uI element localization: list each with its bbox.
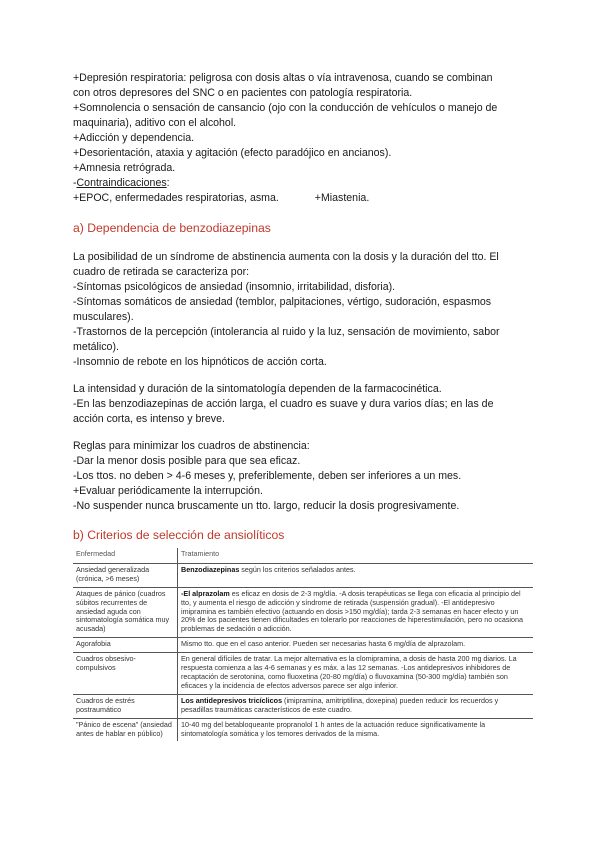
contra-prefix: - <box>73 177 77 189</box>
text-line: Reglas para minimizar los cuadros de abstinencia: <box>73 440 310 452</box>
text-line: -No suspender nunca bruscamente un tto. largo, reducir la dosis progresivamente. <box>73 500 460 512</box>
disease-cell: Cuadros obsesivo-compulsivos <box>73 653 178 695</box>
treatment-text: En general difíciles de tratar. La mejor alternativa es la clomipramina, a dosis de hasta 200 mg diarios. La respuesta comienza a las 4-6 semanas y es máx. a las 12 semanas. -Los antidepresivos inhibidores de recaptación de serotonina, como fluoxetina (20-80 mg/día) o fluvoxamina (50-300 mg/día) también son eficaces y la incidencia de efectos adversos parece ser algo inferior. <box>181 654 517 690</box>
contraindications-items <box>73 192 369 205</box>
disease-cell: Ansiedad generalizada (crónica, >6 meses) <box>73 563 178 587</box>
treatment-text: (imipramina, amitriptilina, doxepina) pueden reducir los recuerdos y pesadillas traumáticas característicos de este cuadro. <box>181 695 499 714</box>
contra-items-left: +EPOC, enfermedades respiratorias, asma. <box>73 192 279 204</box>
section-a-title: a) Dependencia de benzodiazepinas <box>73 221 271 235</box>
text-line: -En las benzodiazepinas de acción larga, el cuadro es suave y dura varios días; en las de <box>73 398 494 410</box>
text-line: metálico). <box>73 341 119 353</box>
contra-items-right: +Miastenia. <box>314 192 370 204</box>
treatment-cell <box>178 638 534 653</box>
text-line: acción corta, es intenso y breve. <box>73 413 225 425</box>
table-row <box>73 638 533 653</box>
treatment-text: es eficaz en dosis de 2-3 mg/día. -A dosis terapéuticas se llega con eficacia al principio del tto, y aumenta el riesgo de adicción y síndrome de retirada (suspensión gradual). -El antidepresivo imipramina es también efectivo (actuando en dosis >150 mg/día); tarda 2-3 semanas en hacer efecto y un 20% de los pacientes tienen dificultades en tolerarlo por reacciones de hiperestimulación, pero no ocasiona problemas de sedación o adicción. <box>181 588 524 634</box>
text-line: maquinaria), aditivo con el alcohol. <box>73 117 237 129</box>
criteria-table <box>73 548 533 741</box>
text-line: +Evaluar periódicamente la interrupción. <box>73 485 263 497</box>
disease-cell: Cuadros de estrés postraumático <box>73 694 178 718</box>
treatment-cell <box>178 694 534 718</box>
treatment-bold: Benzodiazepinas <box>181 564 240 574</box>
contra-label: Contraindicaciones <box>76 177 167 189</box>
treatment-cell <box>178 718 534 741</box>
text-line: +Somnolencia o sensación de cansancio (ojo con la conducción de vehículos o manejo de <box>73 102 498 114</box>
text-line: -Trastornos de la percepción (intolerancia al ruido y la luz, sensación de movimiento, sabor <box>73 326 500 338</box>
table-row <box>73 718 533 741</box>
treatment-bold: Los antidepresivos tricíclicos <box>181 695 283 705</box>
text-line: La intensidad y duración de la sintomatología dependen de la farmacocinética. <box>73 383 442 395</box>
table-header-cell: Enfermedad <box>73 548 178 563</box>
text-line: -Insomnio de rebote en los hipnóticos de acción corta. <box>73 356 327 368</box>
table-row <box>73 694 533 718</box>
text-line: +Adicción y dependencia. <box>73 132 195 144</box>
table-row <box>73 563 533 587</box>
text-line: con otros depresores del SNC o en pacientes con patología respiratoria. <box>73 87 413 99</box>
treatment-bold: -El alprazolam <box>181 588 230 598</box>
treatment-cell <box>178 587 534 638</box>
text-line: +Depresión respiratoria: peligrosa con dosis altas o vía intravenosa, cuando se combinan <box>73 72 493 84</box>
text-line: La posibilidad de un síndrome de abstinencia aumenta con la dosis y la duración del tto. El <box>73 251 499 263</box>
table-row <box>73 653 533 695</box>
disease-cell: Agorafobia <box>73 638 178 653</box>
table-header-cell: Tratamiento <box>181 549 220 558</box>
treatment-cell <box>178 653 534 695</box>
text-line: -Dar la menor dosis posible para que sea eficaz. <box>73 455 301 467</box>
treatment-text: según los criterios señalados antes. <box>239 564 356 574</box>
table-header-row <box>73 548 533 563</box>
text-line: +Desorientación, ataxia y agitación (efecto paradójico en ancianos). <box>73 147 392 159</box>
contra-suffix: : <box>166 177 170 189</box>
contraindications-heading <box>73 177 170 190</box>
treatment-text: 10-40 mg del betabloqueante propranolol 1 h antes de la actuación reduce significativamente la sintomatología somática y los temores derivados de la misma. <box>181 719 486 738</box>
text-line: -Síntomas psicológicos de ansiedad (insomnio, irritabilidad, disforia). <box>73 281 396 293</box>
text-line: -Síntomas somáticos de ansiedad (temblor, palpitaciones, vértigo, sudoración, espasmos <box>73 296 492 308</box>
text-line: -Los ttos. no deben > 4-6 meses y, preferiblemente, deben ser inferiores a un mes. <box>73 470 462 482</box>
text-line: cuadro de retirada se caracteriza por: <box>73 266 250 278</box>
table-row <box>73 587 533 638</box>
treatment-cell <box>178 563 534 587</box>
text-line: musculares). <box>73 311 134 323</box>
treatment-text: Mismo tto. que en el caso anterior. Pueden ser necesarias hasta 6 mg/día de alprazolam. <box>181 639 466 649</box>
section-b-title: b) Criterios de selección de ansiolíticos <box>73 528 285 542</box>
disease-cell: Ataques de pánico (cuadros súbitos recurrentes de ansiedad aguda con sintomatología somática muy acusada) <box>73 587 178 638</box>
text-line: +Amnesia retrógrada. <box>73 162 176 174</box>
disease-cell: "Pánico de escena" (ansiedad antes de hablar en público) <box>73 718 178 741</box>
